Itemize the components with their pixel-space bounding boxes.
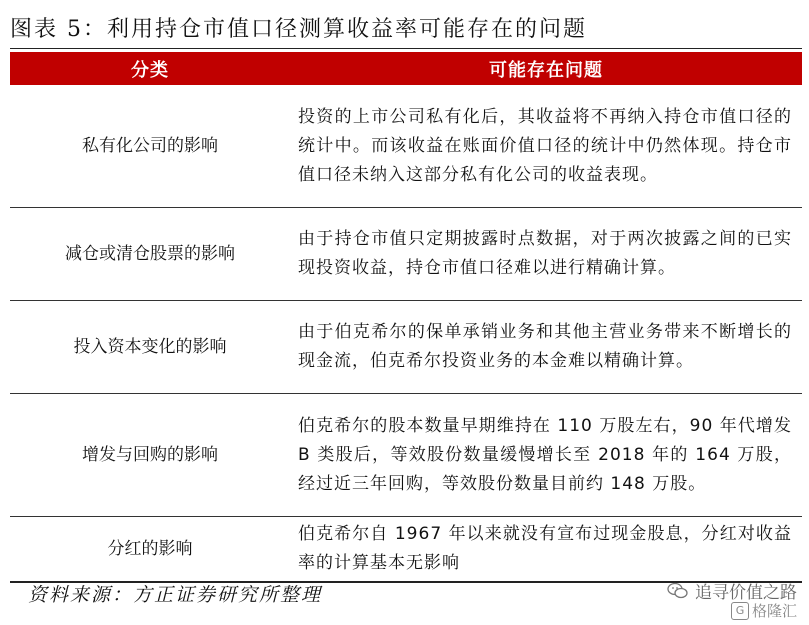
table-row bbox=[10, 301, 802, 394]
row-issue: 投资的上市公司私有化后，其收益将不再纳入持仓市值口径的统计中。而该收益在账面价值口径的统计中仍然体现。持仓市值口径未纳入这部分私有化公司的收益表现。 bbox=[290, 85, 802, 208]
watermark bbox=[667, 578, 797, 620]
title-divider bbox=[10, 48, 802, 49]
watermark-brand-group bbox=[731, 600, 797, 621]
table-row bbox=[10, 394, 802, 517]
row-issue: 由于伯克希尔的保单承销业务和其他主营业务带来不断增长的现金流，伯克希尔投资业务的本金难以精确计算。 bbox=[290, 301, 802, 394]
table-row bbox=[10, 517, 802, 583]
figure-title: 图表 5：利用持仓市值口径测算收益率可能存在的问题 bbox=[10, 17, 587, 42]
row-issue: 伯克希尔的股本数量早期维持在 110 万股左右，90 年代增发 B 类股后，等效股份数量缓慢增长至 2018 年的 164 万股，经过近三年回购，等效股份数量目前约 148 万股。 bbox=[290, 394, 802, 517]
watermark-brand: 格隆汇 bbox=[751, 602, 797, 620]
row-category: 增发与回购的影响 bbox=[10, 394, 290, 517]
row-category: 减仓或清仓股票的影响 bbox=[10, 208, 290, 301]
source-note: 资料来源：方正证券研究所整理 bbox=[28, 584, 323, 606]
issues-table bbox=[10, 52, 802, 583]
table-row bbox=[10, 208, 802, 301]
table-header-row bbox=[10, 52, 802, 85]
row-category: 私有化公司的影响 bbox=[10, 85, 290, 208]
header-issue: 可能存在问题 bbox=[290, 52, 802, 85]
watermark-channel: 追寻价值之路 bbox=[695, 583, 797, 603]
row-issue: 伯克希尔自 1967 年以来就没有宣布过现金股息，分红对收益率的计算基本无影响 bbox=[290, 517, 802, 583]
header-category: 分类 bbox=[10, 52, 290, 85]
row-issue: 由于持仓市值只定期披露时点数据，对于两次披露之间的已实现投资收益，持仓市值口径难以进行精确计算。 bbox=[290, 208, 802, 301]
row-category: 分红的影响 bbox=[10, 517, 290, 583]
table-row bbox=[10, 85, 802, 208]
row-category: 投入资本变化的影响 bbox=[10, 301, 290, 394]
brand-logo-icon: G bbox=[731, 602, 749, 620]
wechat-icon bbox=[667, 582, 689, 600]
